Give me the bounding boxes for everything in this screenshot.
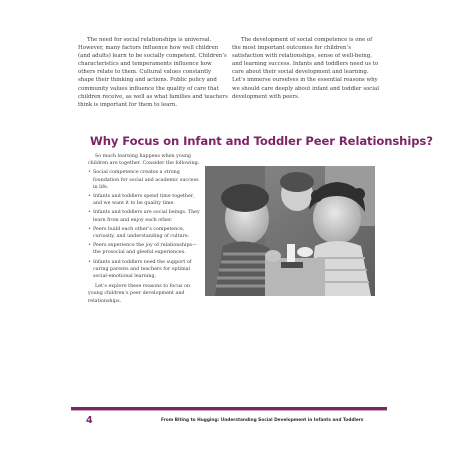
bullet-icon: •	[88, 209, 91, 216]
bullet-icon: •	[88, 242, 91, 249]
bullet-icon: •	[88, 193, 91, 200]
section-body	[88, 153, 200, 305]
list-item	[88, 226, 200, 240]
bullet-list	[88, 169, 200, 280]
list-item	[88, 209, 200, 223]
list-item	[88, 193, 200, 207]
list-item-text: Infants and toddlers need the support of caring parents and teachers for optimal social-emotional learning.	[93, 259, 192, 280]
section-heading: Why Focus on Infant and Toddler Peer Relationships?	[90, 134, 433, 148]
list-item-text: Peers experience the joy of relationships—the prosocial and gleeful experiences.	[93, 243, 197, 256]
top-left-column	[78, 36, 228, 109]
page-number: 4	[86, 415, 93, 426]
photo-illustration	[205, 166, 375, 296]
list-item	[88, 169, 200, 191]
list-item	[88, 242, 200, 256]
list-item-text: Infants and toddlers are social beings. They learn from and enjoy each other.	[93, 210, 200, 223]
section-intro: So much learning happens when young children are together. Consider the following:	[88, 154, 200, 167]
list-item	[88, 259, 200, 281]
section-closing: Let’s explore these reasons to focus on young children’s peer development and relationships.	[88, 284, 190, 304]
children-playing-photo	[205, 166, 375, 296]
bullet-icon: •	[88, 169, 91, 176]
list-item-text: Infants and toddlers spend time together, and we want it to be quality time.	[93, 194, 195, 207]
top-right-column	[232, 36, 380, 101]
bullet-icon: •	[88, 258, 91, 265]
top-left-paragraph: The need for social relationships is universal. However, many factors influence how well children (and adults) learn to be socially competent. Children’s characteristics and temperaments influence how others relate to them. Cultural values constantly shape their thinking and actions. Public policy and community values influence the quality of care that children receive, as well as what families and teachers think is important for them to learn.	[78, 37, 228, 108]
list-item-text: Social competence creates a strong foundation for social and academic success in life.	[93, 170, 199, 190]
top-right-paragraph: The development of social competence is one of the most important outcomes for children’s satisfaction with relationships, sense of well-being, and learning success. Infants and toddlers need us to care about their social development and learning. Let’s immerse ourselves in the essential reasons why we should care deeply about infant and toddler social development with peers.	[232, 37, 379, 100]
list-item-text: Peers build each other’s competence, curiosity, and understanding of culture.	[93, 226, 190, 240]
footer-rule-shadow	[71, 410, 387, 411]
bullet-icon: •	[88, 225, 91, 232]
running-title: From Biting to Hugging: Understanding Social Development in Infants and Toddlers	[161, 418, 364, 423]
